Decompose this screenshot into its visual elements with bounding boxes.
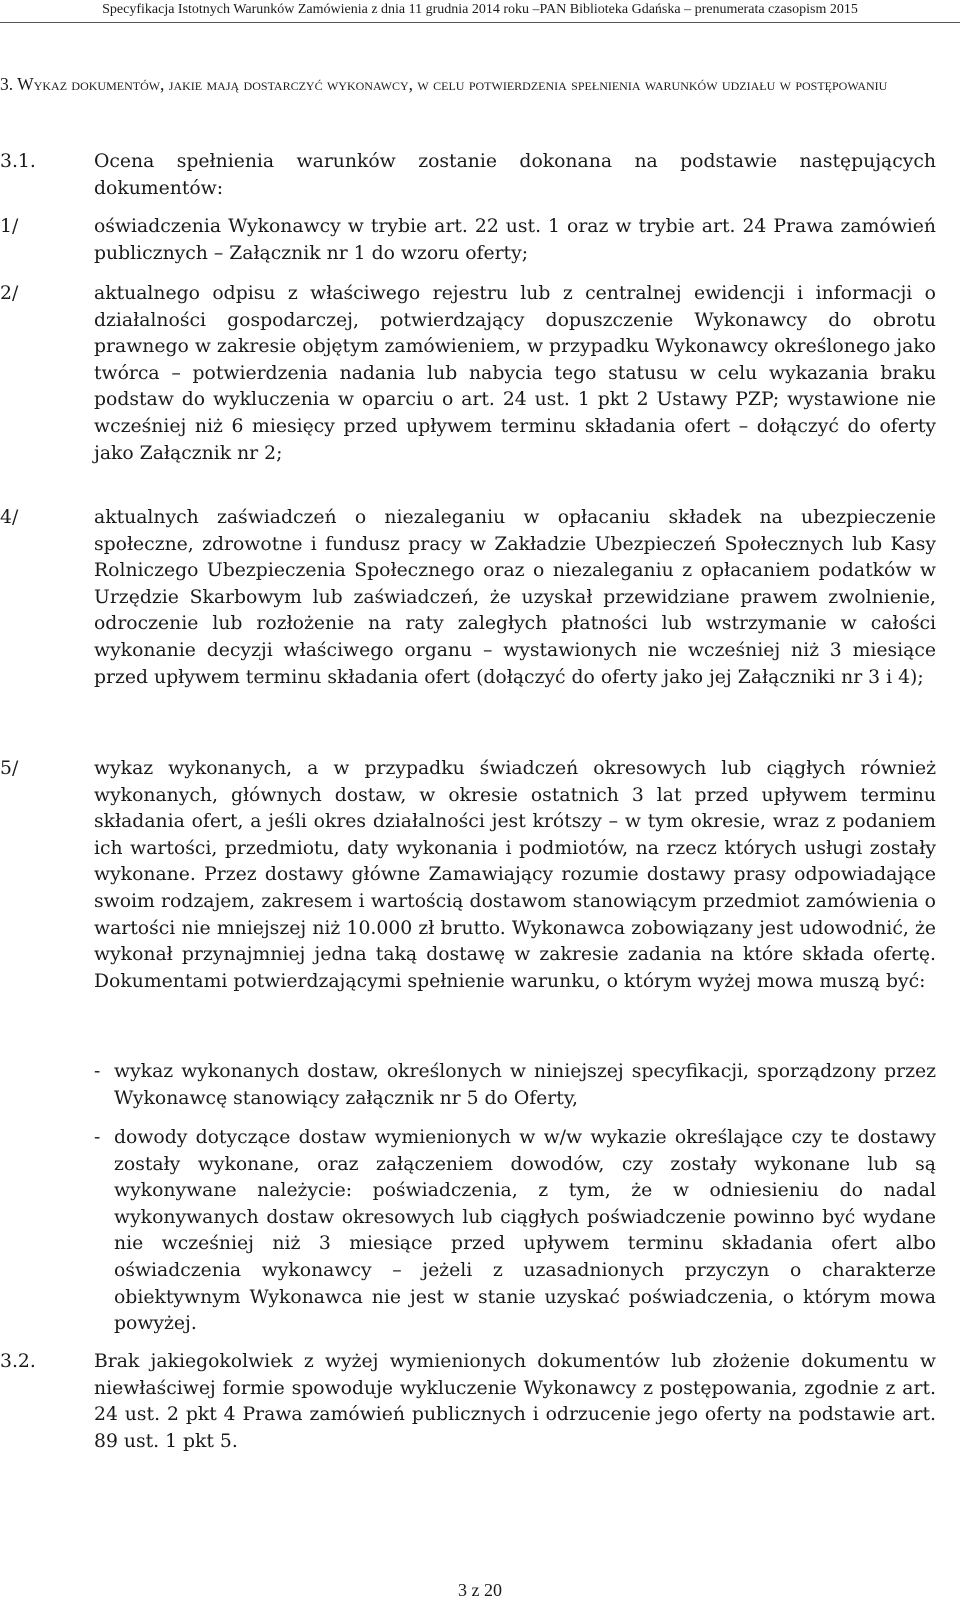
item-4 <box>0 505 936 691</box>
dash-item-1 <box>94 1059 936 1112</box>
section-3-2-text: Brak jakiegokolwiek z wyżej wymienionych dokumentów lub złożenie dokumentu w niewłaściwej formie spowoduje wykluczenie Wykonawcy z postępowania, zgodnie z art. 24 ust. 2 pkt 4 Prawa zamówień publicznych i odrzucenie jego oferty na podstawie art. 89 ust. 1 pkt 5. <box>94 1351 936 1452</box>
item-1 <box>0 214 936 267</box>
dash-item-1-bullet: - <box>94 1061 101 1082</box>
item-2-number: 2/ <box>0 283 19 304</box>
page-number: 3 z 20 <box>458 1580 502 1600</box>
dash-item-2-text: dowody dotyczące dostaw wymienionych w w/w wykazie określające czy te dostawy zostały wykonane, oraz załączeniem dowodów, czy zostały wykonane lub są wykonywane należycie: poświadczenia, z tym, że w odniesieniu do nadal wykonywanych dostaw okresowych lub ciągłych poświadczenie powinno być wydane nie wcześniej niż 3 miesiące przed upływem terminu składania ofert albo oświadczenia wykonawcy – jeżeli z uzasadnionych przyczyn o charakterze obiektywnym Wykonawca nie jest w stanie uzyskać poświadczenia, o którym mowa powyżej. <box>114 1127 936 1335</box>
item-5-text: wykaz wykonanych, a w przypadku świadczeń okresowych lub ciągłych również wykonanych, głównych dostaw, w okresie ostatnich 3 lat przed upływem terminu składania ofert, a jeśli okres działalności jest krótszy – w tym okresie, wraz z podaniem ich wartości, przedmiotu, daty wykonania i podmiotów, na rzecz których usługi zostały wykonane. Przez dostawy główne Zamawiający rozumie dostawy prasy odpowiadające swoim rodzajem, zakresem i wartością dostawom stanowiącym przedmiot zamówienia o wartości nie mniejszej niż 10.000 zł brutto. Wykonawca zobowiązany jest udowodnić, że wykonał przynajmniej jedna taką dostawę w zakresie zadania na które składa ofertę. Dokumentami potwierdzającymi spełnienie warunku, o którym wyżej mowa muszą być: <box>94 758 936 992</box>
page-header: Specyfikacja Istotnych Warunków Zamówienia z dnia 11 grudnia 2014 roku –PAN Biblioteka Gdańska – prenumerata czasopism 2015 <box>102 2 858 17</box>
header-divider <box>0 22 960 23</box>
section-3-1 <box>0 149 936 202</box>
item-5 <box>0 756 936 995</box>
item-1-text: oświadczenia Wykonawcy w trybie art. 22 ust. 1 oraz w trybie art. 24 Prawa zamówień publicznych – Załącznik nr 1 do wzoru oferty; <box>94 216 936 264</box>
section-3-1-number: 3.1. <box>0 151 36 172</box>
item-5-number: 5/ <box>0 758 19 779</box>
item-4-text: aktualnych zaświadczeń o niezaleganiu w opłacaniu składek na ubezpieczenie społeczne, zdrowotne i fundusz pracy w Zakładzie Ubezpieczeń Społecznych lub Kasy Rolniczego Ubezpieczenia Społecznego oraz o niezaleganiu z opłacaniem podatków w Urzędzie Skarbowym lub zaświadczeń, że uzyskał przewidziane prawem zwolnienie, odroczenie lub rozłożenie na raty zaległych płatności lub wstrzymanie w całości wykonanie decyzji właściwego organu – wystawionych nie wcześniej niż 3 miesiące przed upływem terminu składania ofert (dołączyć do oferty jako jej Załączniki nr 3 i 4); <box>94 507 936 688</box>
item-2 <box>0 281 936 467</box>
item-1-number: 1/ <box>0 216 19 237</box>
section-3-2-number: 3.2. <box>0 1351 36 1372</box>
item-2-text: aktualnego odpisu z właściwego rejestru lub z centralnej ewidencji i informacji o działalności gospodarczej, potwierdzający dopuszczenie Wykonawcy do obrotu prawnego w zakresie objętym zamówieniem, w przypadku Wykonawcy określonego jako twórca – potwierdzenia nadania lub nabycia tego statusu w celu wykazania braku podstaw do wykluczenia w oparciu o art. 24 ust. 1 pkt 2 Ustawy PZP; wystawione nie wcześniej niż 6 miesięcy przed upływem terminu składania ofert – dołączyć do oferty jako Załącznik nr 2; <box>94 283 936 464</box>
section-3-1-text: Ocena spełnienia warunków zostanie dokonana na podstawie następujących dokumentów: <box>94 151 936 199</box>
dash-item-1-text: wykaz wykonanych dostaw, określonych w niniejszej specyfikacji, sporządzony przez Wykonawcę stanowiący załącznik nr 5 do Oferty, <box>114 1061 936 1109</box>
section-3-2 <box>0 1349 936 1455</box>
item-4-number: 4/ <box>0 507 19 528</box>
dash-item-2 <box>94 1125 936 1338</box>
dash-item-2-bullet: - <box>94 1127 101 1148</box>
section-heading: 3. Wykaz dokumentów, jakie mają dostarczyć wykonawcy, w celu potwierdzenia spełnienia warunków udziału w postępowaniu <box>0 74 888 94</box>
